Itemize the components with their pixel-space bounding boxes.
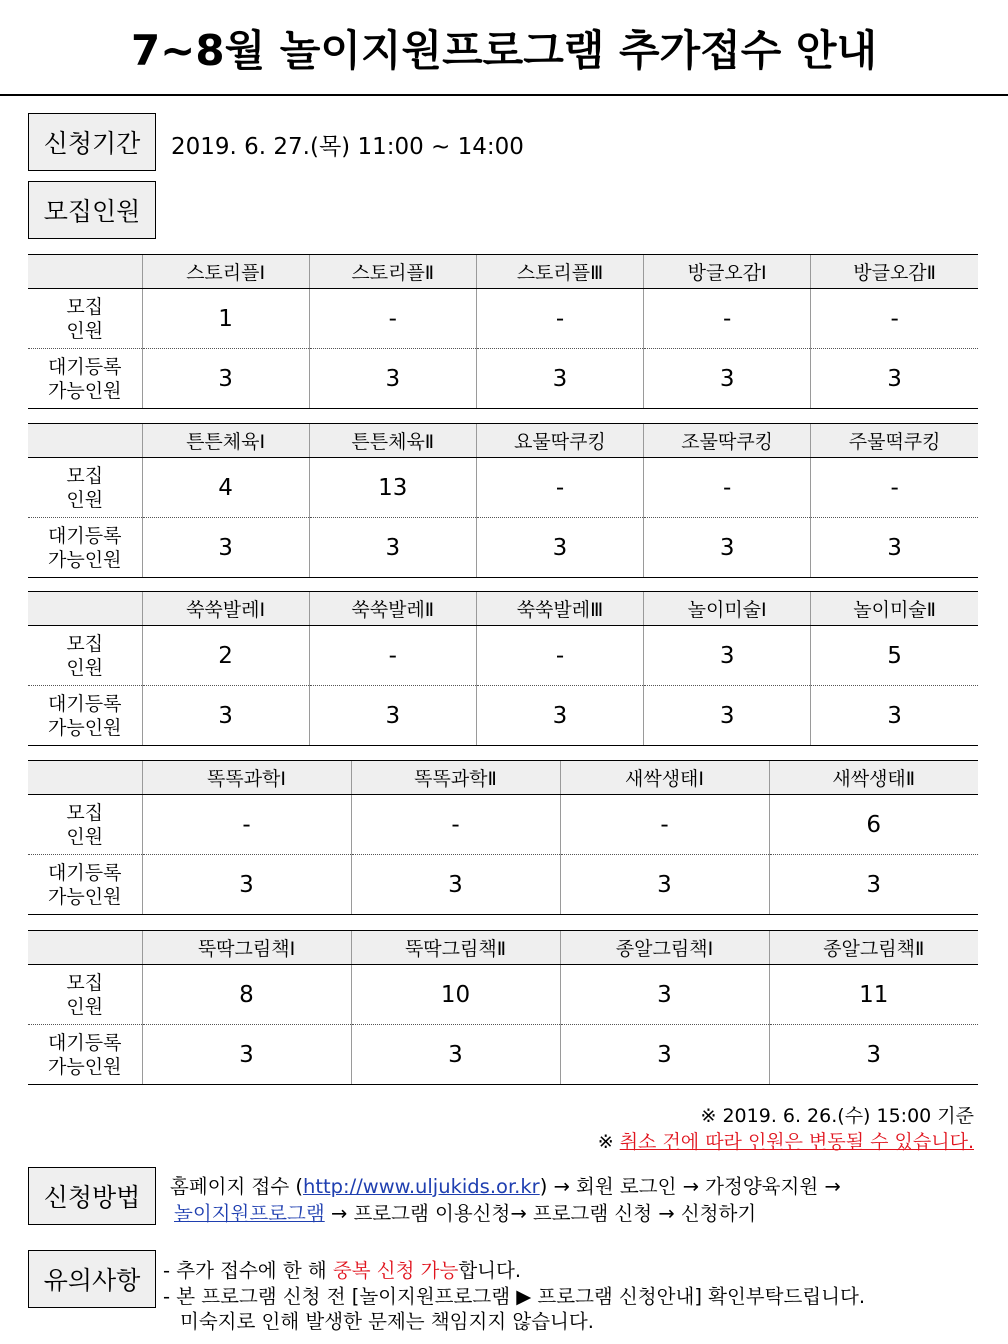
- table-row: [28, 855, 978, 915]
- recruit-count: -: [476, 289, 643, 349]
- wait-count: 3: [309, 518, 476, 578]
- recruit-count: 6: [769, 795, 978, 855]
- program-header: 쑥쑥발레Ⅱ: [309, 592, 476, 626]
- recruit-count: 4: [142, 458, 309, 518]
- wait-count: 3: [644, 686, 811, 746]
- change-note: ※ 취소 건에 따라 인원은 변동될 수 있습니다.: [597, 1131, 974, 1153]
- recruit-table: [28, 591, 978, 746]
- recruit-count: 11: [769, 965, 978, 1025]
- homepage-link[interactable]: http://www.uljukids.or.kr: [303, 1175, 540, 1198]
- row-label-line: 인원: [66, 319, 104, 342]
- row-label-line: 가능인원: [48, 716, 122, 739]
- row-label-line: 모집: [66, 632, 104, 655]
- wait-count: 3: [476, 349, 643, 409]
- recruit-table: [28, 760, 978, 915]
- wait-count: 3: [309, 349, 476, 409]
- recruit-count: 1: [142, 289, 309, 349]
- row-label-line: 가능인원: [48, 548, 122, 571]
- program-header: 종알그림책Ⅱ: [769, 931, 978, 965]
- program-header: 쑥쑥발레Ⅲ: [476, 592, 643, 626]
- recruit-count: -: [476, 626, 643, 686]
- row-label-recruit: [28, 289, 142, 349]
- program-header: 놀이미술Ⅰ: [644, 592, 811, 626]
- program-header: 방글오감Ⅱ: [811, 255, 978, 289]
- program-header: 주물떡쿠킹: [811, 424, 978, 458]
- program-header: 방글오감Ⅰ: [644, 255, 811, 289]
- wait-count: 3: [769, 855, 978, 915]
- row-label-wait: [28, 1025, 142, 1085]
- row-label-line: 가능인원: [48, 379, 122, 402]
- program-header: 똑똑과학Ⅱ: [351, 761, 560, 795]
- header-blank: [28, 761, 142, 795]
- title-divider: [0, 94, 1008, 96]
- program-header: 스토리플Ⅲ: [476, 255, 643, 289]
- row-label-line: 모집: [66, 971, 104, 994]
- recruit-table: [28, 423, 978, 578]
- header-blank: [28, 931, 142, 965]
- recruit-count: 2: [142, 626, 309, 686]
- row-label-line: 모집: [66, 464, 104, 487]
- recruit-count: -: [811, 458, 978, 518]
- period-label: 신청기간: [28, 113, 156, 171]
- caution-line-1: - 추가 접수에 한 해 중복 신청 가능합니다.: [163, 1259, 522, 1282]
- recruit-count: 3: [644, 626, 811, 686]
- table-row: [28, 626, 978, 686]
- program-header: 튼튼체육Ⅰ: [142, 424, 309, 458]
- table-row: [28, 518, 978, 578]
- row-label-line: 모집: [66, 801, 104, 824]
- row-label-wait: [28, 855, 142, 915]
- recruit-count: -: [476, 458, 643, 518]
- wait-count: 3: [811, 518, 978, 578]
- recruit-count: 10: [351, 965, 560, 1025]
- program-header: 쑥쑥발레Ⅰ: [142, 592, 309, 626]
- caution-line-2: - 본 프로그램 신청 전 [놀이지원프로그램 ▶ 프로그램 신청안내] 확인부탁드립니다.: [163, 1285, 866, 1308]
- program-header: 요물딱쿠킹: [476, 424, 643, 458]
- program-header: 놀이미술Ⅱ: [811, 592, 978, 626]
- program-header: 새싹생태Ⅱ: [769, 761, 978, 795]
- program-link[interactable]: 놀이지원프로그램: [174, 1202, 325, 1225]
- program-header: 튼튼체육Ⅱ: [309, 424, 476, 458]
- wait-count: 3: [769, 1025, 978, 1085]
- recruit-label: 모집인원: [28, 181, 156, 239]
- recruit-count: -: [560, 795, 769, 855]
- program-header: 뚝딱그림책Ⅰ: [142, 931, 351, 965]
- wait-count: 3: [476, 518, 643, 578]
- program-header: 새싹생태Ⅰ: [560, 761, 769, 795]
- period-value: 2019. 6. 27.(목) 11:00 ~ 14:00: [171, 134, 524, 160]
- program-header: 스토리플Ⅰ: [142, 255, 309, 289]
- recruit-table: [28, 930, 978, 1085]
- change-note-text: 취소 건에 따라 인원은 변동될 수 있습니다.: [619, 1131, 974, 1153]
- row-label-line: 대기등록: [48, 524, 122, 547]
- wait-count: 3: [142, 349, 309, 409]
- recruit-count: 5: [811, 626, 978, 686]
- duplicate-allowed-text: 중복 신청 가능: [332, 1259, 459, 1282]
- wait-count: 3: [142, 518, 309, 578]
- row-label-line: 대기등록: [48, 861, 122, 884]
- basis-note: ※ 2019. 6. 26.(수) 15:00 기준: [700, 1105, 974, 1127]
- recruit-count: -: [644, 458, 811, 518]
- caution-label: 유의사항: [28, 1250, 156, 1308]
- table-row: [28, 458, 978, 518]
- recruit-count: -: [142, 795, 351, 855]
- recruit-count: -: [309, 289, 476, 349]
- recruit-count: -: [351, 795, 560, 855]
- header-blank: [28, 424, 142, 458]
- row-label-line: 인원: [66, 656, 104, 679]
- caution-line-3: 미숙지로 인해 발생한 문제는 책임지지 않습니다.: [180, 1310, 594, 1333]
- recruit-count: -: [644, 289, 811, 349]
- table-row: [28, 686, 978, 746]
- program-header: 종알그림책Ⅰ: [560, 931, 769, 965]
- wait-count: 3: [811, 686, 978, 746]
- row-label-line: 가능인원: [48, 1055, 122, 1078]
- recruit-table: [28, 254, 978, 409]
- row-label-line: 인원: [66, 995, 104, 1018]
- program-header: 뚝딱그림책Ⅱ: [351, 931, 560, 965]
- table-row: [28, 965, 978, 1025]
- wait-count: 3: [309, 686, 476, 746]
- table-row: [28, 349, 978, 409]
- table-row: [28, 1025, 978, 1085]
- row-label-wait: [28, 349, 142, 409]
- wait-count: 3: [644, 349, 811, 409]
- wait-count: 3: [560, 855, 769, 915]
- row-label-line: 인원: [66, 825, 104, 848]
- row-label-recruit: [28, 965, 142, 1025]
- row-label-line: 모집: [66, 295, 104, 318]
- program-header: 스토리플Ⅱ: [309, 255, 476, 289]
- recruit-count: 13: [309, 458, 476, 518]
- page-title: 7~8월 놀이지원프로그램 추가접수 안내: [130, 26, 878, 75]
- recruit-count: 8: [142, 965, 351, 1025]
- wait-count: 3: [351, 1025, 560, 1085]
- row-label-recruit: [28, 626, 142, 686]
- wait-count: 3: [560, 1025, 769, 1085]
- header-blank: [28, 255, 142, 289]
- row-label-line: 인원: [66, 488, 104, 511]
- row-label-recruit: [28, 795, 142, 855]
- row-label-line: 대기등록: [48, 355, 122, 378]
- recruit-count: 3: [560, 965, 769, 1025]
- recruit-count: -: [811, 289, 978, 349]
- program-header: 조물딱쿠킹: [644, 424, 811, 458]
- row-label-line: 가능인원: [48, 885, 122, 908]
- wait-count: 3: [811, 349, 978, 409]
- header-blank: [28, 592, 142, 626]
- wait-count: 3: [644, 518, 811, 578]
- row-label-line: 대기등록: [48, 692, 122, 715]
- row-label-wait: [28, 686, 142, 746]
- table-row: [28, 795, 978, 855]
- table-row: [28, 289, 978, 349]
- wait-count: 3: [142, 686, 309, 746]
- wait-count: 3: [142, 1025, 351, 1085]
- program-header: 똑똑과학Ⅰ: [142, 761, 351, 795]
- wait-count: 3: [351, 855, 560, 915]
- row-label-recruit: [28, 458, 142, 518]
- method-label: 신청방법: [28, 1167, 156, 1225]
- row-label-line: 대기등록: [48, 1031, 122, 1054]
- recruit-count: -: [309, 626, 476, 686]
- row-label-wait: [28, 518, 142, 578]
- method-line-2: 놀이지원프로그램 → 프로그램 이용신청→ 프로그램 신청 → 신청하기: [174, 1202, 757, 1225]
- wait-count: 3: [142, 855, 351, 915]
- wait-count: 3: [476, 686, 643, 746]
- method-line-1: 홈페이지 접수 (http://www.uljukids.or.kr) → 회원 로그인 → 가정양육지원 →: [170, 1175, 841, 1198]
